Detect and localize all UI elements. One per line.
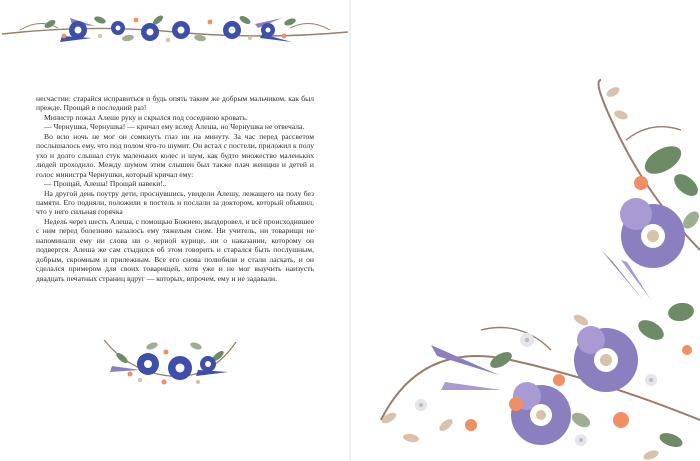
story-text	[36, 94, 314, 283]
right-page	[351, 0, 700, 461]
floral-wreath-icon	[100, 332, 240, 390]
paragraph: — Чернушка, Чернушка! — кричал ему вслед Алеша, но Чернушка не отвечала.	[44, 122, 305, 132]
paragraph: несчастии: старайся исправиться и будь опять таким же добрым мальчиком, как был прежде. Прощай в последний раз!	[36, 94, 314, 113]
paragraph: На другой день поутру дети, проснувшись, увидели Алешу, лежащего на полу без памяти. Его подняли, положили в постель и послали за доктором, который объявил, что у него сильная горячка	[36, 188, 314, 217]
floral-corner-bouquet-icon	[351, 0, 700, 461]
paragraph: Министр пожал Алеше руку и скрылся под соседнюю кровать.	[44, 112, 248, 122]
paragraph: Недель через шесть Алеша, с помощью Божиею, выздоровел, и всё происходившее с ним перед болезнию казалось ему тяжелым сном. Ни учитель, ни товарищи не напоминали ему ни слова ни о черной курице, ни о наказании, которому он подвергся. Алеша же сам стыдился об этом говорить и старался быть послушным, добрым, скромным и прилежным. Все его снова полюбили и стали ласкать, и он сделался примером для своих товарищей, хотя уже и не мог выучить наизусть двадцать печатных страниц вдруг — которых, впрочем, ему и не задавали.	[36, 216, 314, 283]
paragraph: Во всю ночь не мог он сомкнуть глаз ни на минуту. За час перед рассветом послышалось ему, что под полом что-то шумит. Он встал с постели, приложил к полу ухо и долго слышал стук маленьких колес и шум, как будто множество маленьких людей проходило. Между шумом этим слышен был также плач женщин и детей и голос министра Чернушки, который кричал ему:	[36, 131, 314, 179]
paragraph: — Прощай, Алеша! Прощай навеки!..	[44, 179, 167, 189]
floral-garland-icon	[0, 8, 350, 46]
